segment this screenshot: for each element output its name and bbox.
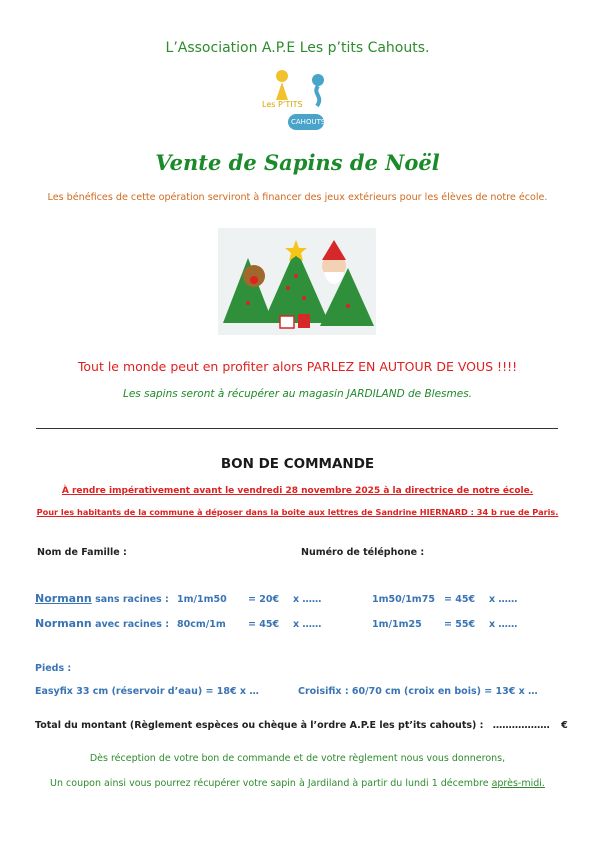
currency-symbol: € (561, 720, 568, 731)
family-name-label: Nom de Famille : (37, 547, 127, 558)
page-title: Vente de Sapins de Noël (155, 150, 440, 175)
price-b: = 55€ (444, 619, 476, 630)
logo-text-bottom: CAHOUTS (291, 118, 326, 126)
price-a: = 45€ (248, 619, 280, 630)
price-b: = 45€ (444, 594, 476, 605)
logo-text-top: Les P’TITS (262, 100, 303, 109)
tree-type: sans racines : (95, 594, 169, 605)
christmas-trees-graphic (218, 228, 376, 335)
total-row (35, 720, 568, 731)
croisifix-stand-option[interactable]: Croisifix : 60/70 cm (croix en bois) = 13€ x … (298, 686, 538, 697)
phone-label: Numéro de téléphone : (301, 547, 425, 558)
size-b: 1m50/1m75 (372, 594, 435, 605)
easyfix-stand-option[interactable]: Easyfix 33 cm (réservoir d’eau) = 18€ x … (35, 686, 259, 697)
christmas-illustration (218, 228, 376, 335)
pickup-location: Les sapins seront à récupérer au magasin JARDILAND de Blesmes. (122, 388, 473, 400)
size-a: 80cm/1m (177, 619, 226, 630)
association-name: L’Association A.P.E Les p’tits Cahouts. (165, 40, 430, 56)
tree-name: Normann (35, 592, 92, 605)
order-form-title: BON DE COMMANDE (220, 456, 375, 472)
association-logo (262, 66, 332, 136)
total-label: Total du montant (Règlement espèces ou chèque à l’ordre A.P.E les pt’its cahouts) : (35, 720, 484, 731)
quantity-a-field[interactable]: x …… (293, 594, 322, 605)
footer-line-1: Dès réception de votre bon de commande et de votre règlement nous vous donnerons, (89, 753, 506, 764)
tree-row-without-roots (35, 592, 169, 605)
residents-notice: Pour les habitants de la commune à déposer dans la boite aux lettres de Sandrine HIERNARD : 34 b rue de Paris. (36, 507, 559, 517)
price-a: = 20€ (248, 594, 280, 605)
quantity-b-field[interactable]: x …… (489, 594, 518, 605)
size-b: 1m/1m25 (372, 619, 422, 630)
total-amount-field[interactable]: ……………… (492, 720, 550, 731)
quantity-b-field[interactable]: x …… (489, 619, 518, 630)
quantity-a-field[interactable]: x …… (293, 619, 322, 630)
benefit-text: Les bénéfices de cette opération serviront à financer des jeux extérieurs pour les élèves de notre école. (47, 192, 548, 203)
tree-type: avec racines : (95, 619, 169, 630)
footer-line-2-text: Un coupon ainsi vous pourrez récupérer votre sapin à Jardiland à partir du lundi 1 décembre (50, 778, 492, 789)
stands-label: Pieds : (35, 663, 72, 674)
deadline-notice: À rendre impérativement avant le vendredi 28 novembre 2025 à la directrice de notre école. (61, 486, 534, 496)
share-message: Tout le monde peut en profiter alors PARLEZ EN AUTOUR DE VOUS !!!! (77, 359, 518, 374)
tree-name: Normann (35, 617, 92, 630)
size-a: 1m/1m50 (177, 594, 227, 605)
footer-line-2 (0, 778, 595, 789)
footer-line-2-underlined: après-midi. (491, 778, 545, 789)
divider (36, 428, 558, 429)
tree-row-with-roots (35, 617, 169, 630)
